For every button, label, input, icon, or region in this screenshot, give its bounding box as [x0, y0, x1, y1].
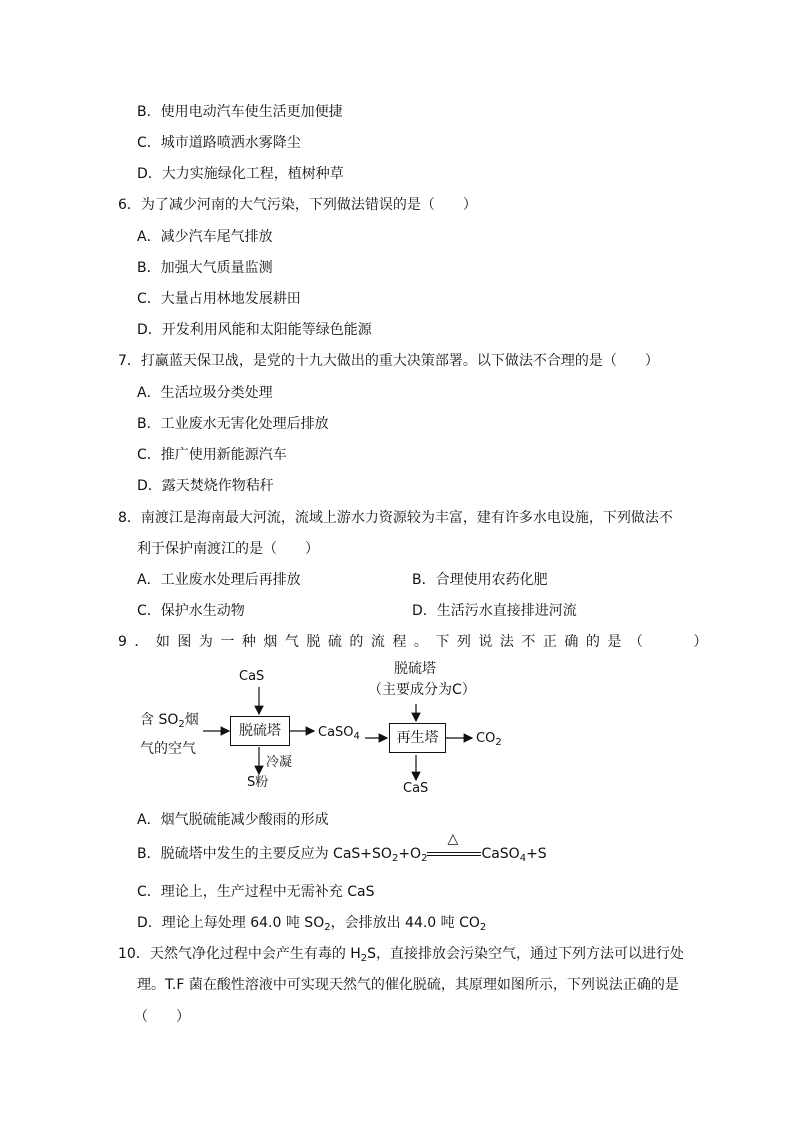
q8-option-a: A．工业废水处理后再排放 — [137, 572, 301, 588]
inlet-label-line2: 气的空气 — [140, 741, 196, 757]
q10-stem-line3: （ ） — [134, 1009, 190, 1025]
q6-option-c: C．大量占用林地发展耕田 — [137, 291, 301, 307]
feed-title-label: 脱硫塔 — [394, 661, 436, 677]
cas-input-label: CaS — [239, 669, 265, 684]
inlet-label-line1: 含 $SO_2$烟 — [140, 712, 199, 730]
q9-option-d: D．理论上每处理 64.0 吨 $SO_2$，会排放出 44.0 吨 $CO_2$ — [137, 915, 487, 933]
desulfurization-tower-box: 脱硫塔 — [230, 716, 290, 746]
q9-stem: 9．如图为一种烟气脱硫的流程。下列说法不正确的是（ ） — [118, 634, 715, 650]
q8-option-c: C．保护水生动物 — [137, 603, 245, 619]
q10-stem-line1: 10．天然气净化过程中会产生有毒的 $H_2S$，直接排放会污染空气，通过下列方法可以进行处 — [118, 946, 685, 964]
q10-stem-line2: 理。T.F 菌在酸性溶液中可实现天然气的催化脱硫，其原理如图所示，下列说法正确的是 — [137, 977, 679, 993]
reaction-condition-equals — [427, 831, 481, 864]
q6-option-b: B．加强大气质量监测 — [137, 260, 273, 276]
q8-stem-line2: 利于保护南渡江的是（ ） — [137, 541, 319, 557]
co2-label: $CO_2$ — [476, 731, 502, 748]
condense-label: 冷凝 — [266, 755, 293, 770]
caso4-label: CaSO$_4$ — [318, 725, 360, 742]
q9-option-c: C．理论上，生产过程中无需补充 CaS — [137, 884, 375, 900]
s-powder-label: S粉 — [247, 775, 269, 790]
q5-option-c: C．城市道路喷洒水雾降尘 — [137, 135, 301, 151]
q6-stem: 6．为了减少河南的大气污染，下列做法错误的是（ ） — [118, 197, 477, 213]
cas-output-label: CaS — [403, 781, 429, 796]
q6-option-d: D．开发利用风能和太阳能等绿色能源 — [137, 322, 372, 338]
q6-option-a: A．减少汽车尾气排放 — [137, 229, 273, 245]
feed-composition-label: （主要成分为C） — [368, 682, 476, 698]
q9-option-b: B．脱硫塔中发生的主要反应为 $CaS+SO_2+O_2$ △ CaSO$_4$+S — [137, 831, 547, 864]
q5-option-d: D．大力实施绿化工程，植树种草 — [137, 166, 344, 182]
q7-option-c: C．推广使用新能源汽车 — [137, 447, 287, 463]
q7-option-b: B．工业废水无害化处理后排放 — [137, 416, 329, 432]
q9-option-a: A．烟气脱硫能减少酸雨的形成 — [137, 812, 329, 828]
q8-stem-line1: 8．南渡江是海南最大河流，流域上游水力资源较为丰富，建有许多水电设施，下列做法不 — [118, 510, 673, 526]
q7-option-a: A．生活垃圾分类处理 — [137, 385, 273, 401]
q8-option-d: D．生活污水直接排进河流 — [412, 603, 577, 619]
flue-gas-desulfurization-diagram — [130, 655, 530, 805]
heating-triangle-icon: △ — [447, 831, 459, 847]
q7-stem: 7．打赢蓝天保卫战，是党的十九大做出的重大决策部署。以下做法不合理的是（ ） — [118, 353, 659, 369]
q7-option-d: D．露天焚烧作物秸秆 — [137, 478, 274, 494]
q8-option-b: B．合理使用农药化肥 — [412, 572, 548, 588]
q5-option-b: B．使用电动汽车使生活更加便捷 — [137, 104, 343, 120]
regeneration-tower-box: 再生塔 — [389, 723, 446, 753]
